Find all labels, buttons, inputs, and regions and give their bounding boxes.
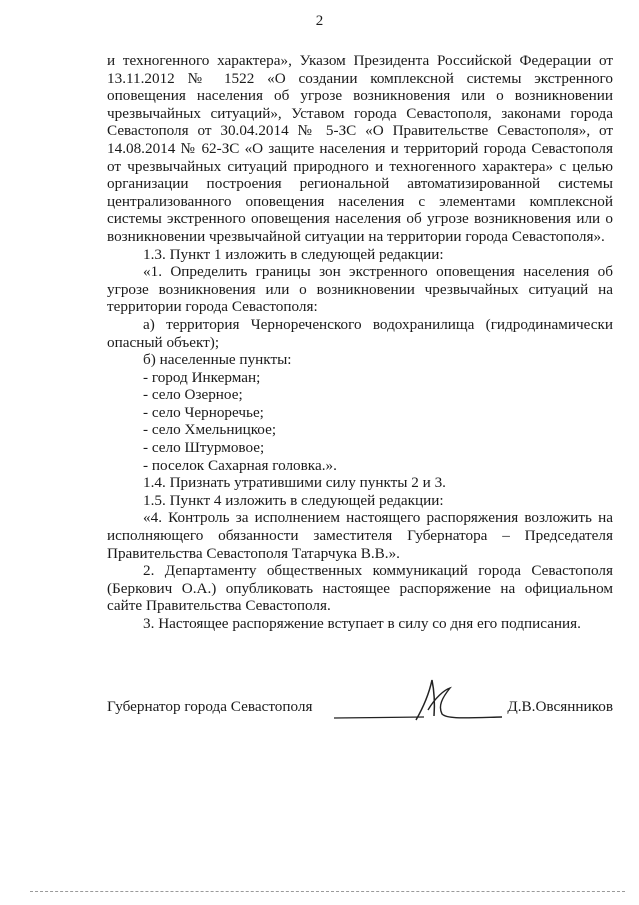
paragraph-item-1-3: 1.3. Пункт 1 изложить в следующей редакции: xyxy=(143,245,444,263)
paragraph-item-1-4: 1.4. Признать утратившими силу пункты 2 и 3. xyxy=(143,474,446,492)
handwritten-signature xyxy=(332,676,502,724)
list-item: - село Озерное; xyxy=(143,386,243,404)
list-item: - город Инкерман; xyxy=(143,368,261,386)
signatory-position: Губернатор города Севастополя xyxy=(107,698,313,715)
scan-edge-line xyxy=(30,891,625,892)
paragraph-new-item-1: «1. Определить границы зон экстренного оповещения населения об угрозе возникновения или о возникновении чрезвычайных ситуаций на территории города Севастополя: xyxy=(107,263,613,316)
list-item: - село Штурмовое; xyxy=(143,439,265,457)
document-body xyxy=(107,52,613,633)
paragraph-preamble-continuation: и техногенного характера», Указом Президента Российской Федерации от 13.11.2012 № 1522 «О создании комплексной системы экстренного оповещения населения об угрозе возникновения или о возникновении чрезвычайных ситуаций», Уставом города Севастополя, законами города Севастополя от 30.04.2014 № 5-ЗС «О Правительстве Севастополя», от 14.08.2014 № 62-ЗС «О защите населения и территорий города Севастополя от чрезвычайных ситуаций природного и техногенного характера» с целью организации построения региональной автоматизированной системы централизованного оповещения населения с элементами комплексной системы экстренного оповещения населения об угрозе возникновения или о возникновении чрезвычайной ситуации на территории города Севастополя». xyxy=(107,52,613,245)
paragraph-item-b: б) населенные пункты: xyxy=(143,351,292,369)
list-item: - село Черноречье; xyxy=(143,403,264,421)
signature-block xyxy=(107,694,613,734)
paragraph-item-a: а) территория Чернореченского водохранилища (гидродинамически опасный объект); xyxy=(107,315,613,351)
paragraph-item-2: 2. Департаменту общественных коммуникаций города Севастополя (Беркович О.А.) опубликовать настоящее распоряжение на официальном сайте Правительства Севастополя. xyxy=(107,562,613,615)
paragraph-new-item-4: «4. Контроль за исполнением настоящего распоряжения возложить на исполняющего обязанности заместителя Губернатора – Председателя Правительства Севастополя Татарчука В.В.». xyxy=(107,509,613,562)
list-item: - село Хмельницкое; xyxy=(143,421,277,439)
paragraph-item-3: 3. Настоящее распоряжение вступает в силу со дня его подписания. xyxy=(143,615,581,632)
page-number: 2 xyxy=(315,13,324,29)
list-item: - поселок Сахарная головка.». xyxy=(143,456,337,474)
signatory-name: Д.В.Овсянников xyxy=(507,698,613,715)
paragraph-item-1-5: 1.5. Пункт 4 изложить в следующей редакции: xyxy=(143,491,444,509)
